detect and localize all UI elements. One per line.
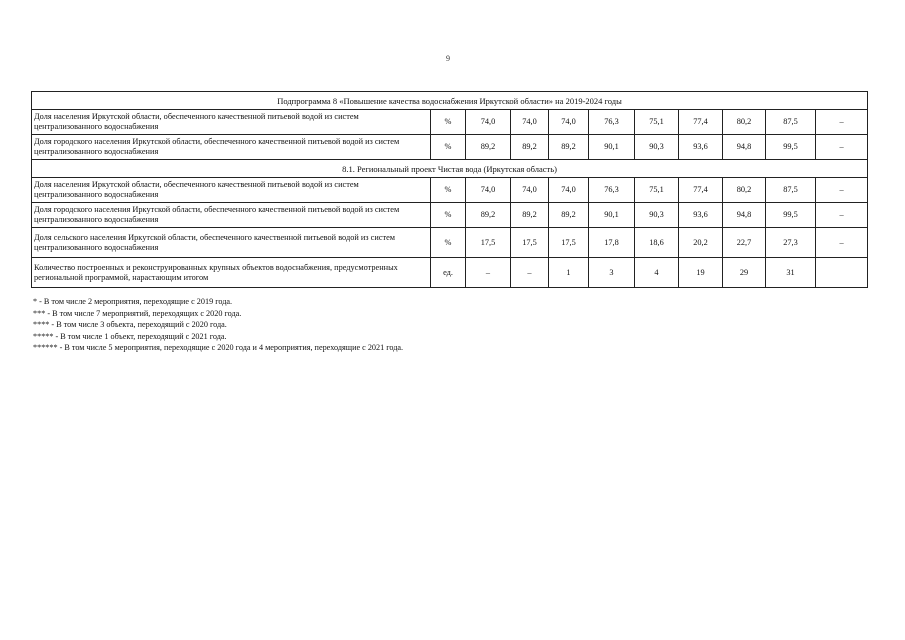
value-cell: 80,2 [723, 110, 766, 135]
value-cell: 17,8 [589, 228, 635, 258]
table-row [32, 203, 868, 228]
indicator-name: Доля городского населения Иркутской области, обеспеченного качественной питьевой водой из систем централизованного водоснабжения [32, 203, 431, 228]
value-cell: 87,5 [766, 110, 816, 135]
value-cell: 74,0 [549, 110, 589, 135]
page-number: 9 [446, 54, 450, 63]
footnote: *** - В том числе 7 мероприятий, переходящих с 2020 года. [33, 308, 242, 318]
value-cell: 74,0 [549, 178, 589, 203]
value-cell: 74,0 [466, 110, 511, 135]
indicator-name: Доля населения Иркутской области, обеспеченного качественной питьевой водой из систем централизованного водоснабжения [32, 110, 431, 135]
value-cell: – [816, 178, 868, 203]
footnote: * - В том числе 2 мероприятия, переходящие с 2019 года. [33, 297, 233, 306]
value-cell: 94,8 [723, 203, 766, 228]
footnote: ***** - В том числе 1 объект, переходящий с 2021 года. [33, 331, 227, 341]
value-cell: 93,6 [679, 203, 723, 228]
unit-cell: % [431, 228, 466, 258]
table-row [32, 178, 868, 203]
value-cell: 77,4 [679, 178, 723, 203]
indicator-name: Количество построенных и реконструированных крупных объектов водоснабжения, предусмотренных региональной программой, нарастающим итогом [32, 258, 431, 288]
value-cell: 89,2 [466, 203, 511, 228]
value-cell: 29 [723, 258, 766, 288]
value-cell: 1 [549, 258, 589, 288]
table-row [32, 228, 868, 258]
value-cell: 99,5 [766, 135, 816, 160]
value-cell: 89,2 [511, 203, 549, 228]
indicators-table [31, 91, 868, 288]
value-cell: 31 [766, 258, 816, 288]
indicator-name: Доля населения Иркутской области, обеспеченного качественной питьевой водой из систем централизованного водоснабжения [32, 178, 431, 203]
value-cell: 18,6 [635, 228, 679, 258]
value-cell: 19 [679, 258, 723, 288]
value-cell: 76,3 [589, 178, 635, 203]
value-cell: 94,8 [723, 135, 766, 160]
value-cell: 89,2 [466, 135, 511, 160]
value-cell: 27,3 [766, 228, 816, 258]
section-header-row [32, 160, 868, 178]
value-cell: 90,1 [589, 135, 635, 160]
value-cell: 93,6 [679, 135, 723, 160]
value-cell: 75,1 [635, 178, 679, 203]
value-cell: 89,2 [511, 135, 549, 160]
value-cell: 90,1 [589, 203, 635, 228]
subprogram-header-row [32, 92, 868, 110]
footnotes [33, 296, 403, 354]
indicator-name: Доля городского населения Иркутской области, обеспеченного качественной питьевой водой из систем централизованного водоснабжения [32, 135, 431, 160]
indicator-name: Доля сельского населения Иркутской области, обеспеченного качественной питьевой водой из систем централизованного водоснабжения [32, 228, 431, 258]
value-cell: 3 [589, 258, 635, 288]
value-cell: 90,3 [635, 135, 679, 160]
value-cell: 17,5 [466, 228, 511, 258]
value-cell: – [816, 110, 868, 135]
value-cell: – [466, 258, 511, 288]
value-cell: 99,5 [766, 203, 816, 228]
value-cell: 76,3 [589, 110, 635, 135]
value-cell [816, 258, 868, 288]
value-cell: 77,4 [679, 110, 723, 135]
value-cell: 75,1 [635, 110, 679, 135]
subprogram-title: Подпрограмма 8 «Повышение качества водоснабжения Иркутской области» на 2019-2024 годы [32, 92, 868, 110]
value-cell: – [511, 258, 549, 288]
value-cell: 89,2 [549, 203, 589, 228]
value-cell: 74,0 [511, 178, 549, 203]
value-cell: 17,5 [549, 228, 589, 258]
unit-cell: % [431, 178, 466, 203]
value-cell: 80,2 [723, 178, 766, 203]
table-row [32, 258, 868, 288]
table-row [32, 135, 868, 160]
value-cell: 74,0 [466, 178, 511, 203]
value-cell: 17,5 [511, 228, 549, 258]
section-title: 8.1. Региональный проект Чистая вода (Иркутская область) [32, 160, 868, 178]
unit-cell: % [431, 135, 466, 160]
footnote: **** - В том числе 3 объекта, переходящий с 2020 года. [33, 320, 227, 329]
value-cell: 87,5 [766, 178, 816, 203]
unit-cell: % [431, 110, 466, 135]
unit-cell: % [431, 203, 466, 228]
unit-cell: ед. [431, 258, 466, 288]
table-row [32, 110, 868, 135]
value-cell: – [816, 203, 868, 228]
value-cell: 20,2 [679, 228, 723, 258]
value-cell: 22,7 [723, 228, 766, 258]
value-cell: 74,0 [511, 110, 549, 135]
value-cell: 89,2 [549, 135, 589, 160]
footnote: ****** - В том числе 5 мероприятия, переходящие с 2020 года и 4 мероприятия, переходящие с 2021 года. [33, 343, 404, 352]
value-cell: – [816, 228, 868, 258]
value-cell: – [816, 135, 868, 160]
value-cell: 4 [635, 258, 679, 288]
value-cell: 90,3 [635, 203, 679, 228]
